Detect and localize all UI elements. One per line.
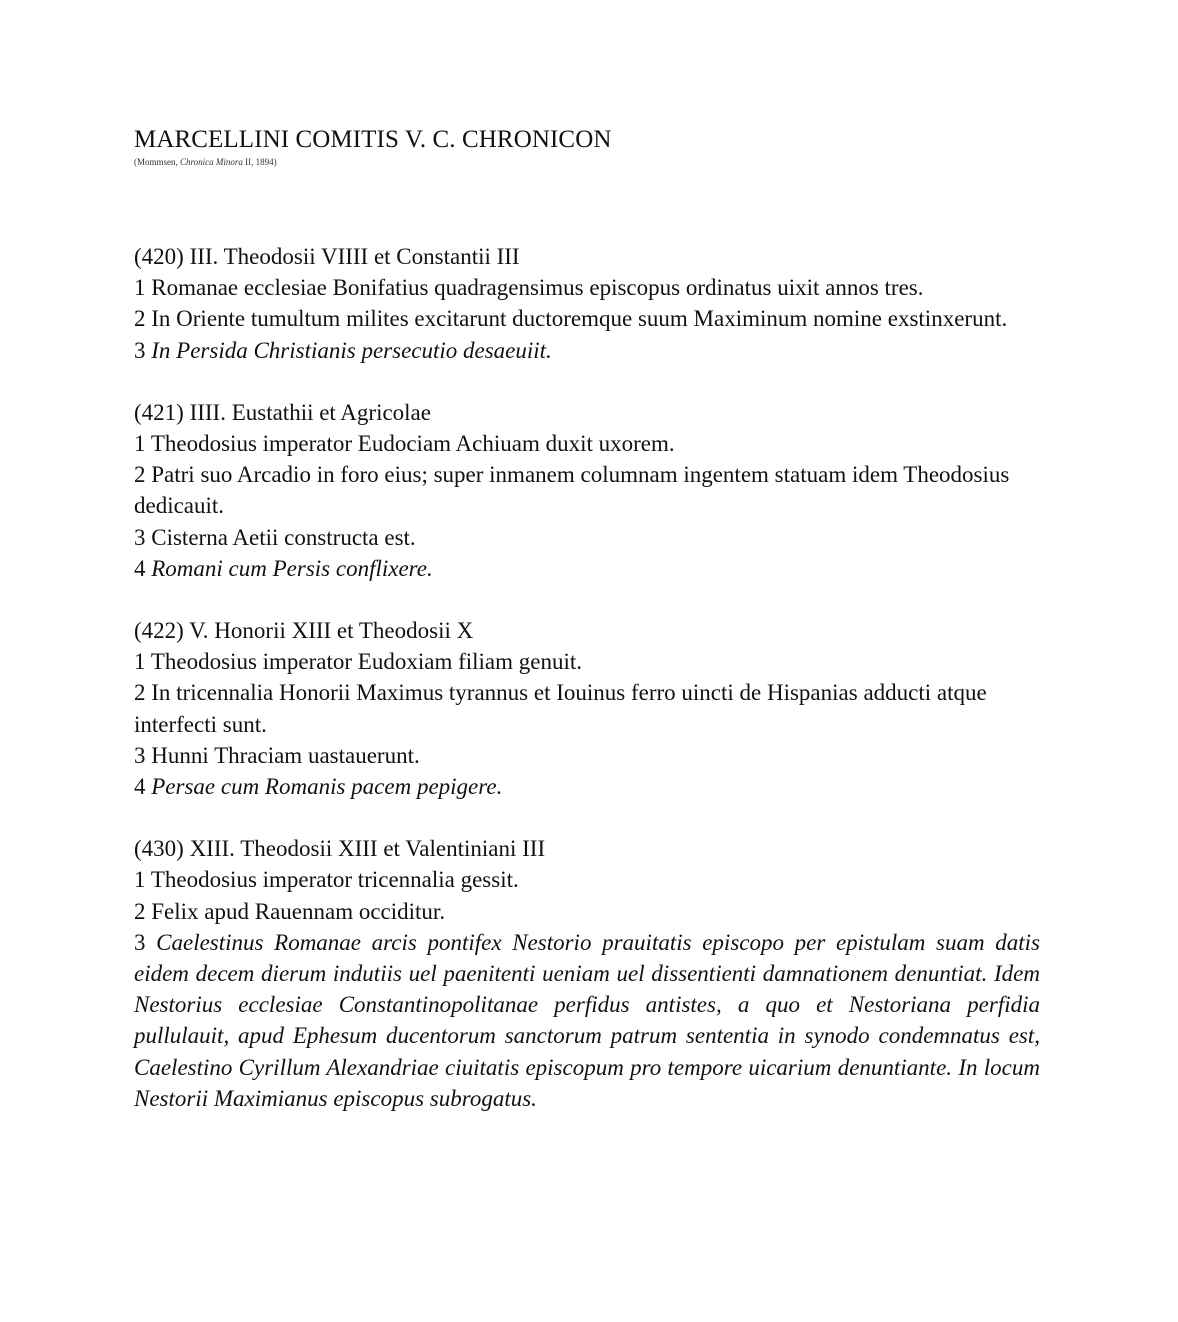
item-number: 3	[134, 524, 146, 550]
item-number: 3	[134, 742, 146, 768]
item-text: Romani cum Persis conflixere.	[151, 555, 433, 581]
entry-item	[134, 303, 1040, 334]
item-text: In Oriente tumultum milites excitarunt ductoremque suum Maximinum nomine exstinxerunt.	[151, 306, 1008, 332]
entry-item	[134, 272, 1040, 303]
entry-item	[134, 646, 1040, 677]
item-text: Felix apud Rauennam occiditur.	[151, 898, 446, 924]
item-text: Persae cum Romanis pacem pepigere.	[151, 774, 503, 800]
entry-item	[134, 896, 1040, 927]
entry-item	[134, 522, 1040, 553]
entry-item	[134, 864, 1040, 895]
item-number: 1	[134, 275, 146, 301]
item-number: 4	[134, 555, 146, 581]
entry-item	[134, 459, 1040, 521]
item-number: 3	[134, 929, 146, 955]
item-text: Cisterna Aetii constructa est.	[151, 524, 416, 550]
chronicle-entry-421	[134, 397, 1040, 584]
item-text: Patri suo Arcadio in foro eius; super inmanem columnam ingentem statuam idem Theodosius dedicauit.	[134, 462, 1010, 519]
source-citation-prefix: (Mommsen,	[134, 157, 180, 167]
item-text: Hunni Thraciam uastauerunt.	[151, 742, 420, 768]
item-number: 2	[134, 680, 146, 706]
item-number: 3	[134, 337, 146, 363]
item-text: In Persida Christianis persecutio desaeuiit.	[151, 337, 552, 363]
entry-item	[134, 335, 1040, 366]
entry-item	[134, 927, 1040, 1114]
entry-heading: (422) V. Honorii XIII et Theodosii X	[134, 618, 474, 644]
item-number: 2	[134, 306, 146, 332]
entry-item	[134, 428, 1040, 459]
entry-heading: (421) IIII. Eustathii et Agricolae	[134, 399, 431, 425]
chronicle-entry-420	[134, 241, 1040, 366]
document-page	[134, 124, 1040, 1145]
source-citation	[134, 156, 1040, 168]
item-text: Theodosius imperator tricennalia gessit.	[150, 867, 519, 893]
source-citation-work: Chronica Minora	[180, 157, 243, 167]
entry-heading: (430) XIII. Theodosii XIII et Valentiniani III	[134, 836, 546, 862]
entry-item	[134, 740, 1040, 771]
entry-item	[134, 677, 1040, 739]
chronicle-entry-430	[134, 833, 1040, 1114]
item-number: 2	[134, 462, 146, 488]
item-text: Theodosius imperator Eudociam Achiuam duxit uxorem.	[150, 431, 675, 457]
chronicle-entries	[134, 241, 1040, 1114]
item-number: 1	[134, 649, 146, 675]
item-number: 2	[134, 898, 146, 924]
item-text: Theodosius imperator Eudoxiam filiam genuit.	[150, 649, 583, 675]
entry-item	[134, 771, 1040, 802]
chronicle-entry-422	[134, 615, 1040, 802]
item-number: 4	[134, 774, 146, 800]
source-citation-suffix: II, 1894)	[242, 157, 277, 167]
item-number: 1	[134, 867, 146, 893]
item-text: Caelestinus Romanae arcis pontifex Nestorio prauitatis episcopo per epistulam suam datis eidem decem dierum indutiis uel paenitenti ueniam uel dissentienti damnationem denuntiat. Idem Nestorius ecclesiae Constantinopolitanae perfidus antistes, a quo et Nestoriana perfidia pullulauit, apud Ephesum ducentorum sanctorum patrum sententia in synodo condemnatus est, Caelestino Cyrillum Alexandriae ciuitatis episcopum pro tempore uicarium denuntiante. In locum Nestorii Maximianus episcopus subrogatus.	[134, 929, 1040, 1111]
item-text: Romanae ecclesiae Bonifatius quadragensimus episcopus ordinatus uixit annos tres.	[151, 275, 924, 301]
item-text: In tricennalia Honorii Maximus tyrannus et Iouinus ferro uincti de Hispanias adducti atque interfecti sunt.	[134, 680, 987, 737]
item-number: 1	[134, 431, 146, 457]
document-title: MARCELLINI COMITIS V. C. CHRONICON	[134, 126, 612, 153]
entry-heading: (420) III. Theodosii VIIII et Constantii III	[134, 244, 520, 269]
entry-item	[134, 553, 1040, 584]
